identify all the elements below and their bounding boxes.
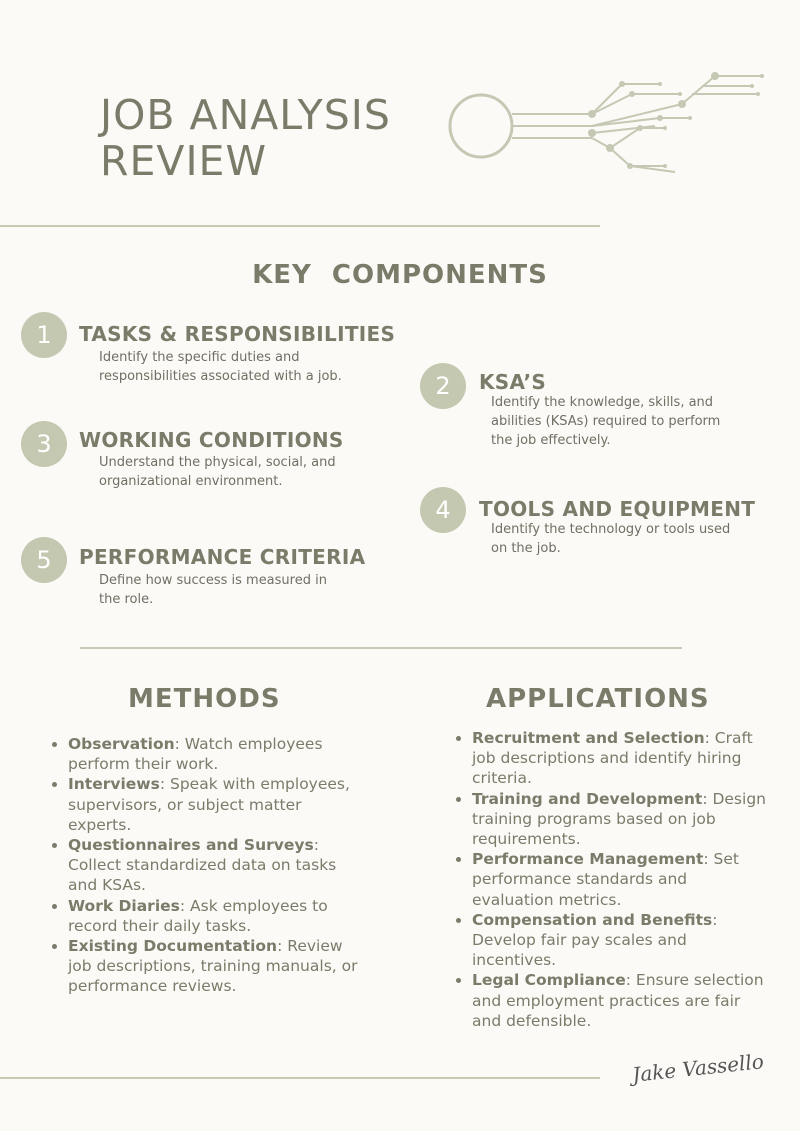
methods-heading: METHODS: [128, 684, 281, 714]
component-desc-1: [99, 348, 342, 386]
desc-line: Identify the knowledge, skills, and: [491, 395, 714, 410]
bottom-divider: [0, 1077, 600, 1079]
list-item-text: : Design training programs based on job requirements.: [472, 789, 766, 849]
middle-divider: [80, 647, 682, 649]
list-item: [472, 789, 770, 850]
list-item-term: Existing Documentation: [68, 937, 278, 956]
desc-line: Understand the physical, social, and: [99, 455, 336, 470]
desc-line: Identify the technology or tools used: [491, 522, 731, 537]
list-item-term: Work Diaries: [68, 896, 180, 915]
top-divider: [0, 225, 600, 227]
desc-line: Define how success is measured in: [99, 573, 327, 588]
component-desc-4: [491, 520, 730, 558]
applications-list: [452, 728, 770, 1031]
key-components-heading: KEY COMPONENTS: [252, 260, 548, 290]
list-item-term: Questionnaires and Surveys: [68, 836, 314, 855]
list-item-text: : Review job descriptions, training manuals, or performance reviews.: [68, 937, 358, 996]
page-title: [100, 92, 391, 184]
list-item: [68, 936, 363, 997]
desc-line: responsibilities associated with a job.: [99, 369, 342, 384]
component-number-3: 3: [21, 421, 67, 467]
desc-line: organizational environment.: [99, 474, 283, 489]
component-desc-2: [491, 393, 720, 450]
desc-line: the job effectively.: [491, 433, 611, 448]
list-item-term: Interviews: [68, 775, 160, 794]
list-item: [472, 849, 770, 910]
list-item-text: : Craft job descriptions and identify hiring criteria.: [472, 729, 753, 788]
component-title-5: PERFORMANCE CRITERIA: [79, 545, 366, 569]
methods-list: [48, 734, 363, 997]
desc-line: on the job.: [491, 541, 561, 556]
list-item: [68, 896, 363, 936]
list-item-text: : Speak with employees, supervisors, or subject matter experts.: [68, 775, 350, 834]
desc-line: abilities (KSAs) required to perform: [491, 414, 721, 429]
signature: Jake Vassello: [631, 1049, 765, 1087]
list-item-term: Training and Development: [472, 789, 703, 808]
list-item-term: Legal Compliance: [472, 971, 626, 990]
component-desc-5: [99, 571, 327, 609]
component-number-2: 2: [420, 363, 466, 409]
list-item-term: Performance Management: [472, 850, 704, 869]
title-line-2: REVIEW: [100, 137, 267, 185]
component-title-4: TOOLS AND EQUIPMENT: [479, 497, 756, 521]
desc-line: Identify the specific duties and: [99, 350, 300, 365]
title-line-1: JOB ANALYSIS: [100, 91, 391, 139]
component-number-4: 4: [420, 487, 466, 533]
list-item-text: : Ensure selection and employment practices are fair and defensible.: [472, 971, 764, 1030]
list-item: [472, 728, 770, 789]
component-desc-3: [99, 453, 336, 491]
list-item: [68, 835, 363, 896]
list-item-text: : Watch employees perform their work.: [68, 735, 323, 774]
component-title-1: TASKS & RESPONSIBILITIES: [79, 322, 396, 346]
list-item-text: : Ask employees to record their daily tasks.: [68, 896, 328, 935]
desc-line: the role.: [99, 592, 154, 607]
list-item-term: Recruitment and Selection: [472, 729, 705, 747]
component-number-1: 1: [21, 312, 67, 358]
list-item: [68, 774, 363, 835]
component-number-5: 5: [21, 537, 67, 583]
list-item-text: : Develop fair pay scales and incentives.: [472, 910, 718, 970]
list-item-text: : Collect standardized data on tasks and KSAs.: [68, 836, 337, 895]
list-item-term: Compensation and Benefits: [472, 910, 713, 929]
circuit-decoration-icon: [440, 66, 770, 176]
list-item: [68, 734, 363, 774]
list-item-text: : Set performance standards and evaluation metrics.: [472, 850, 739, 909]
component-title-2: KSA’S: [479, 370, 547, 394]
list-item: [472, 910, 770, 971]
applications-heading: APPLICATIONS: [486, 684, 710, 714]
list-item: [472, 970, 770, 1031]
list-item-term: Observation: [68, 735, 175, 753]
component-title-3: WORKING CONDITIONS: [79, 428, 344, 452]
